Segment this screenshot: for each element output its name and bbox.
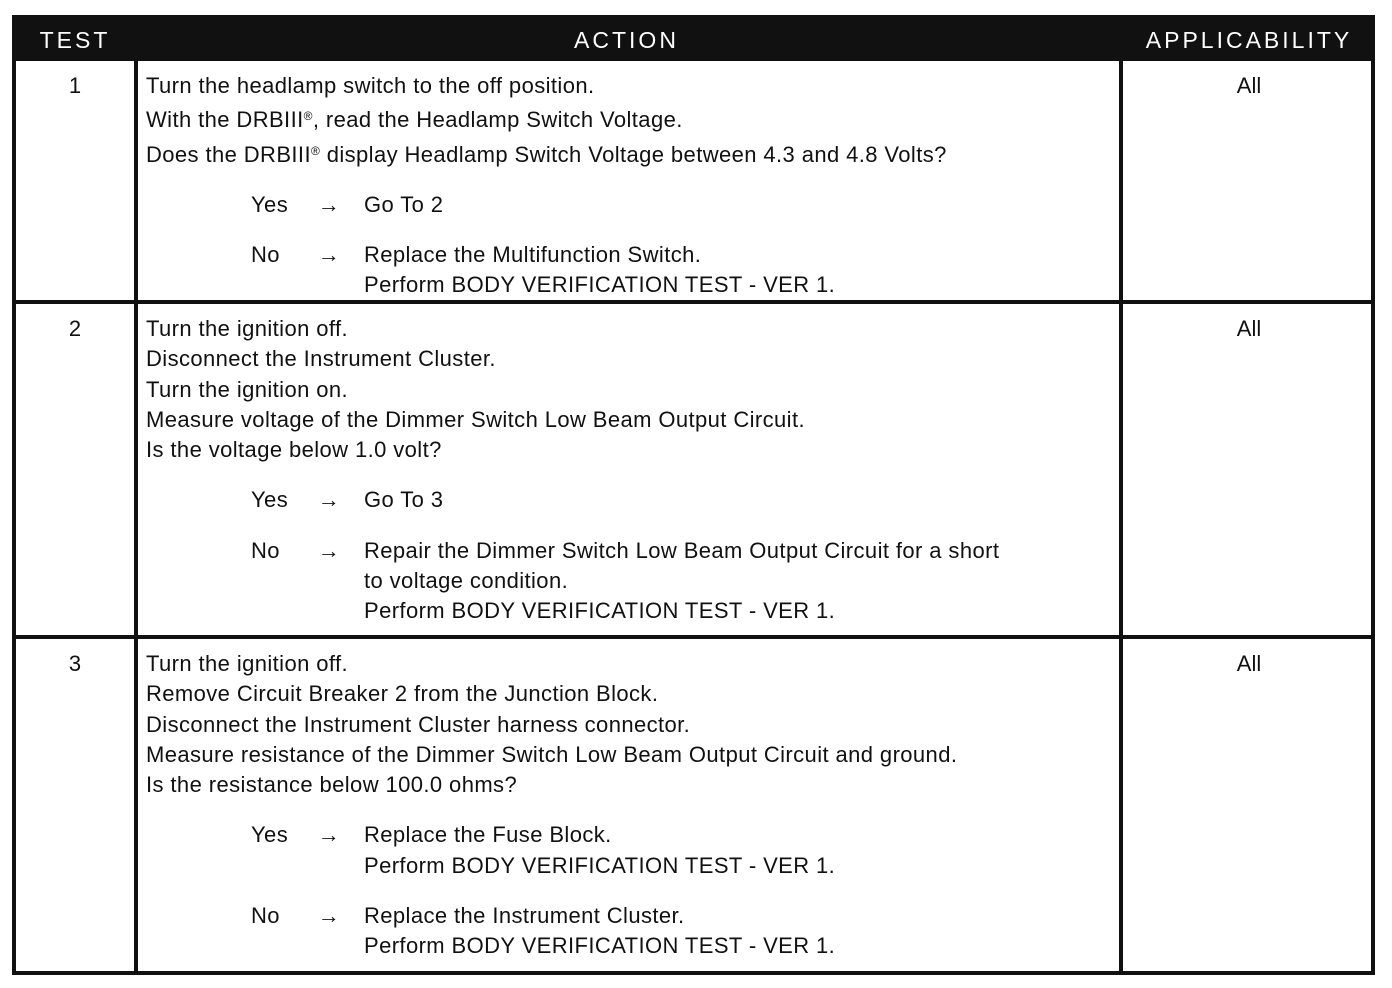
arrow-icon: → [317, 903, 341, 929]
yes-branch [146, 820, 1116, 881]
action-step: Turn the headlamp switch to the off position. [146, 73, 595, 98]
applicability-value: All [1236, 316, 1262, 341]
no-branch [146, 901, 1116, 962]
yes-branch [146, 485, 1116, 515]
no-label: No [251, 242, 280, 268]
action-cell [146, 649, 1116, 962]
action-cell [146, 71, 1116, 301]
no-result: Replace the Multifunction Switch. [364, 242, 702, 268]
yes-label: Yes [251, 191, 289, 217]
no-label: No [251, 537, 280, 563]
diagnostic-test-table [12, 15, 1375, 975]
action-step: Turn the ignition off. [146, 316, 349, 341]
action-step: Measure resistance of the Dimmer Switch Low Beam Output Circuit and ground. [146, 741, 958, 767]
header-test: TEST [39, 27, 111, 53]
action-step: Turn the ignition on. [146, 376, 349, 402]
no-branch [146, 536, 1116, 627]
action-step: Does the DRBIII® display Headlamp Switch Voltage between 4.3 and 4.8 Volts? [146, 141, 947, 167]
arrow-icon: → [317, 537, 341, 563]
yes-result: Go To 3 [364, 487, 444, 513]
applicability-value: All [1236, 73, 1262, 98]
arrow-icon: → [317, 487, 341, 513]
action-step: Is the voltage below 1.0 volt? [146, 437, 442, 463]
yes-result: Perform BODY VERIFICATION TEST - VER 1. [364, 852, 836, 878]
registered-mark: ® [303, 109, 313, 124]
yes-label: Yes [251, 487, 289, 513]
no-result: Replace the Instrument Cluster. [364, 903, 685, 929]
no-branch [146, 240, 1116, 301]
arrow-icon: → [317, 191, 341, 217]
applicability-value: All [1236, 651, 1262, 676]
test-number: 1 [68, 73, 82, 98]
arrow-icon: → [317, 822, 341, 848]
yes-label: Yes [251, 822, 289, 848]
action-step: Is the resistance below 100.0 ohms? [146, 772, 518, 798]
test-number: 3 [68, 651, 82, 676]
table-row [16, 639, 1371, 975]
no-result: Repair the Dimmer Switch Low Beam Output Circuit for a short [364, 537, 1000, 563]
action-step: With the DRBIII®, read the Headlamp Switch Voltage. [146, 107, 683, 133]
header-applicability: APPLICABILITY [1145, 27, 1353, 53]
yes-result: Replace the Fuse Block. [364, 822, 612, 848]
header-action: ACTION [574, 27, 679, 53]
action-step: Remove Circuit Breaker 2 from the Junction Block. [146, 681, 659, 707]
yes-branch [146, 190, 1116, 220]
table-header [16, 19, 1371, 61]
no-result: Perform BODY VERIFICATION TEST - VER 1. [364, 272, 836, 298]
registered-mark: ® [310, 143, 321, 158]
test-number: 2 [68, 316, 82, 341]
no-result: Perform BODY VERIFICATION TEST - VER 1. [364, 598, 836, 624]
no-result: Perform BODY VERIFICATION TEST - VER 1. [364, 933, 836, 959]
action-step: Turn the ignition off. [146, 651, 349, 676]
arrow-icon: → [317, 242, 341, 268]
no-label: No [251, 903, 280, 929]
action-cell [146, 314, 1116, 627]
yes-result: Go To 2 [364, 191, 444, 217]
action-step: Disconnect the Instrument Cluster harness connector. [146, 711, 691, 737]
table-row [16, 61, 1371, 300]
table-row [16, 304, 1371, 635]
action-step: Disconnect the Instrument Cluster. [146, 346, 496, 372]
no-result: to voltage condition. [364, 568, 569, 594]
action-step: Measure voltage of the Dimmer Switch Low Beam Output Circuit. [146, 406, 805, 432]
